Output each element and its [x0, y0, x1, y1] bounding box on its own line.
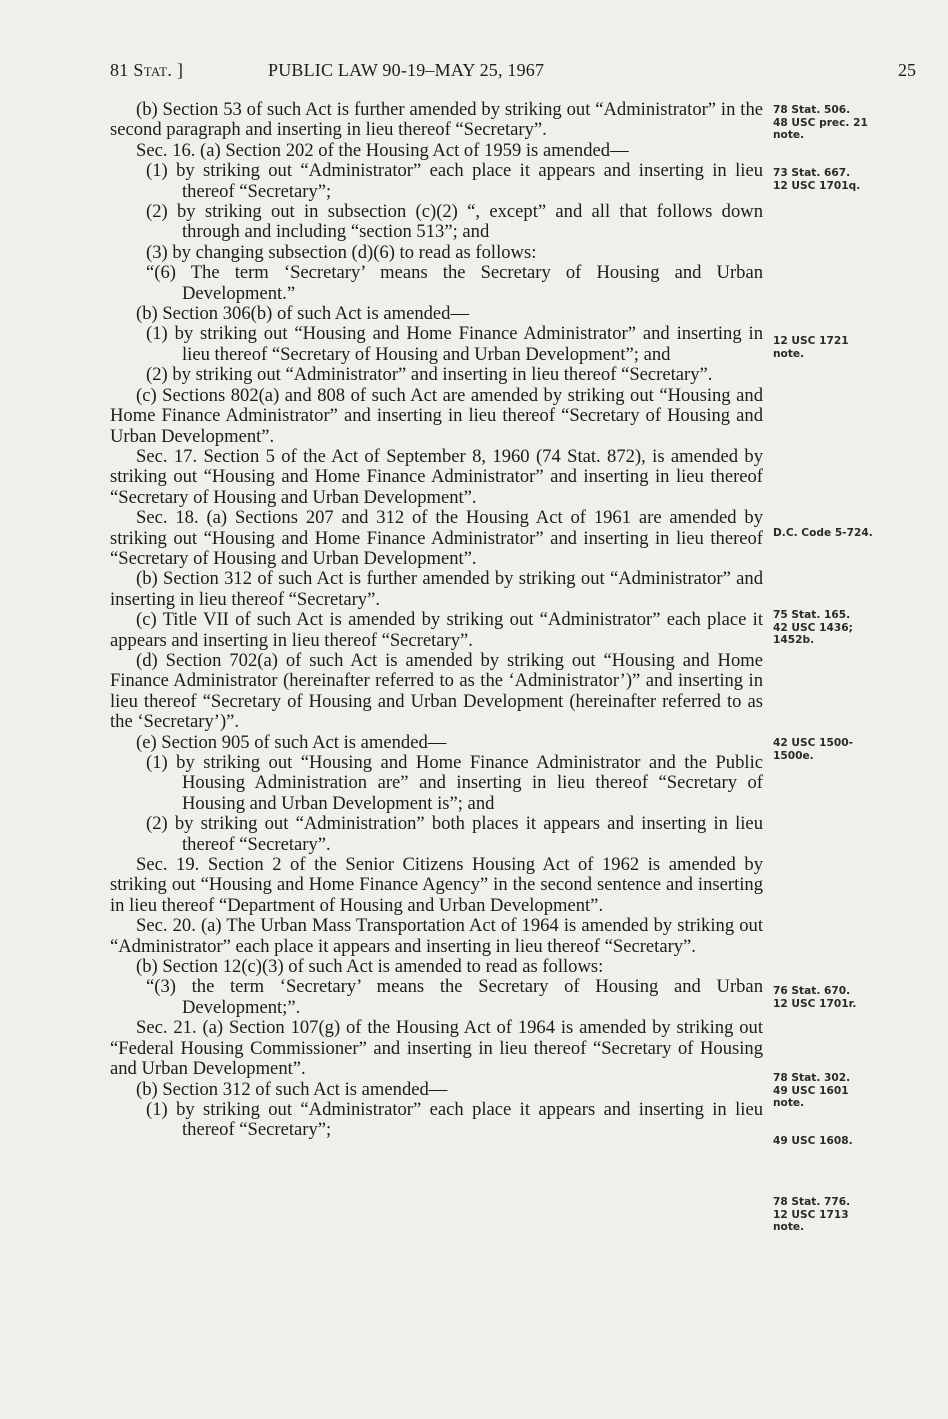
section-heading: Sec. 19. Section 2 of the Senior Citizens Housing Act of 1962 is amended by striking out “Housing and Home Finance Agency” in the second sentence and inserting in lieu thereof “Department of Housing and Urban Development”.	[110, 854, 763, 916]
clause: (1) by striking out “Housing and Home Finance Administrator” and inserting in lieu thereof “Secretary of Housing and Urban Development”; and	[146, 323, 763, 365]
margin-note: 78 Stat. 506. 48 USC prec. 21 note.	[773, 104, 868, 141]
quoted-clause: “(6) The term ‘Secretary’ means the Secretary of Housing and Urban Development.”	[146, 262, 763, 304]
clause: (2) by striking out “Administrator” and inserting in lieu thereof “Secretary”.	[146, 364, 713, 386]
law-title: PUBLIC LAW 90-19–MAY 25, 1967	[268, 60, 545, 80]
page-number: 25	[898, 60, 916, 80]
paragraph: (b) Section 312 of such Act is further amended by striking out “Administrator” and inserting in lieu thereof “Secretary”.	[110, 568, 763, 610]
clause: (1) by striking out “Administrator” each place it appears and inserting in lieu thereof “Secretary”;	[146, 1098, 763, 1141]
clause: (1) by striking out “Administrator” each place it appears and inserting in lieu thereof “Secretary”;	[146, 160, 763, 202]
section-heading: Sec. 17. Section 5 of the Act of September 8, 1960 (74 Stat. 872), is amended by striking out “Housing and Home Finance Administrator” and inserting in lieu thereof “Secretary of Housing and Urban Development”.	[110, 445, 763, 508]
clause: (2) by striking out “Administration” both places it appears and inserting in lieu thereof “Secretary”.	[146, 813, 763, 855]
paragraph: (b) Section 306(b) of such Act is amended—	[136, 303, 470, 325]
margin-note: 42 USC 1500- 1500e.	[773, 737, 854, 762]
paragraph: (e) Section 905 of such Act is amended—	[136, 731, 447, 753]
margin-note: 75 Stat. 165. 42 USC 1436; 1452b.	[773, 609, 853, 646]
page-header	[0, 60, 948, 84]
paragraph: (b) Section 312 of such Act is amended—	[136, 1078, 448, 1100]
body-text	[110, 100, 763, 1141]
section-heading: Sec. 18. (a) Sections 207 and 312 of the Housing Act of 1961 are amended by striking out “Housing and Home Finance Administrator” and inserting in lieu thereof “Secretary of Housing and Urban Development”.	[110, 507, 763, 569]
margin-note: 49 USC 1608.	[773, 1135, 853, 1147]
margin-note: 78 Stat. 302. 49 USC 1601 note.	[773, 1072, 851, 1109]
paragraph: (c) Title VII of such Act is amended by striking out “Administrator” each place it appears and inserting in lieu thereof “Secretary”.	[110, 609, 763, 651]
margin-note: 76 Stat. 670. 12 USC 1701r.	[773, 985, 857, 1010]
margin-note: 12 USC 1721 note.	[773, 335, 849, 360]
section-heading: Sec. 21. (a) Section 107(g) of the Housing Act of 1964 is amended by striking out “Federal Housing Commissioner” and inserting in lieu thereof “Secretary of Housing and Urban Development”.	[110, 1017, 763, 1080]
margin-note: 78 Stat. 776. 12 USC 1713 note.	[773, 1196, 851, 1233]
margin-note: D.C. Code 5-724.	[773, 527, 873, 539]
section-heading: Sec. 16. (a) Section 202 of the Housing Act of 1959 is amended—	[136, 139, 629, 161]
paragraph: (c) Sections 802(a) and 808 of such Act are amended by striking out “Housing and Home Finance Administrator” and inserting in lieu thereof “Secretary of Housing and Urban Development”.	[110, 384, 763, 447]
section-heading: Sec. 20. (a) The Urban Mass Transportation Act of 1964 is amended by striking out “Administrator” each place it appears and inserting in lieu thereof “Secretary”.	[110, 915, 763, 957]
paragraph: (b) Section 53 of such Act is further amended by striking out “Administrator” in the second paragraph and inserting in lieu thereof “Secretary”.	[110, 99, 763, 141]
clause: (2) by striking out in subsection (c)(2) “, except” and all that follows down through and including “section 513”; and	[146, 201, 763, 243]
clause: (3) by changing subsection (d)(6) to read as follows:	[146, 241, 537, 263]
clause: (1) by striking out “Housing and Home Finance Administrator and the Public Housing Administration are” and inserting in lieu thereof “Secretary of Housing and Urban Development is”; and	[146, 752, 763, 814]
margin-note: 73 Stat. 667. 12 USC 1701q.	[773, 167, 861, 192]
stat-reference: 81 Stat. ]	[110, 60, 184, 80]
quoted-clause: “(3) the term ‘Secretary’ means the Secretary of Housing and Urban Development;”.	[146, 976, 763, 1018]
paragraph: (d) Section 702(a) of such Act is amended by striking out “Housing and Home Finance Administrator (hereinafter referred to as the ‘Administrator’)” and inserting in lieu thereof “Secretary of Housing and Urban Development (hereinafter referred to as the ‘Secretary’)”.	[110, 649, 763, 733]
paragraph: (b) Section 12(c)(3) of such Act is amended to read as follows:	[136, 956, 604, 978]
